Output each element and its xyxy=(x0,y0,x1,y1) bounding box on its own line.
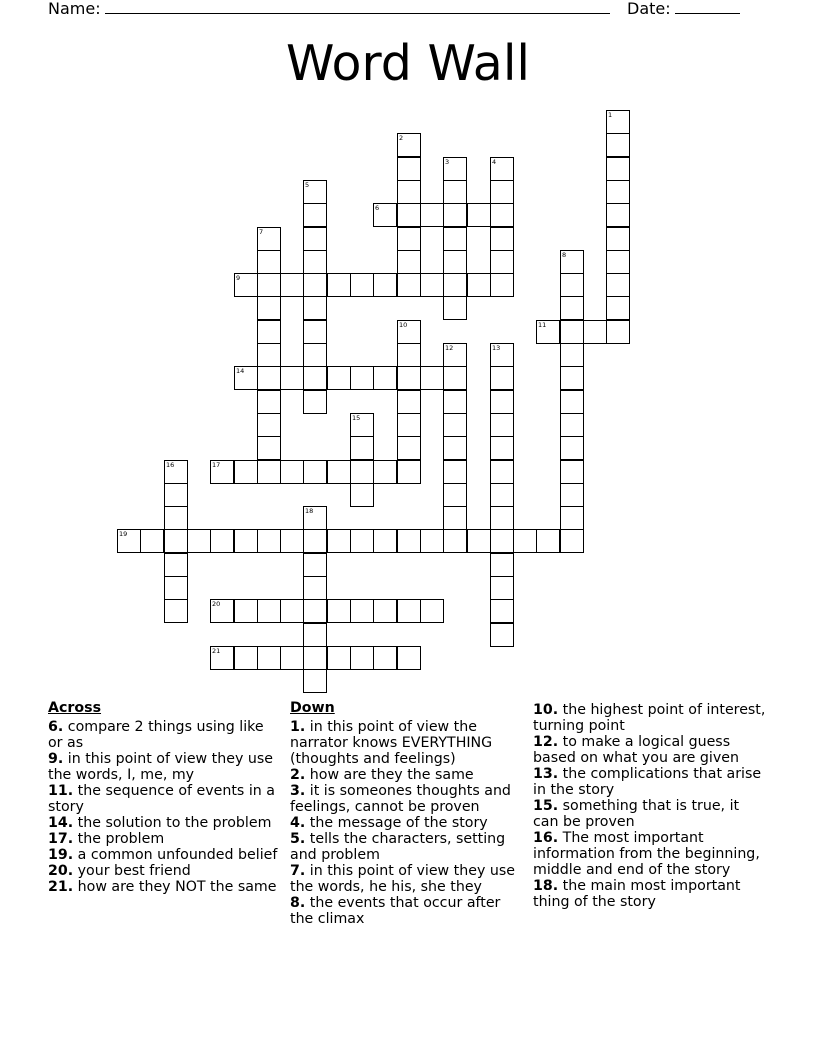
grid-cell[interactable] xyxy=(490,227,514,251)
grid-cell[interactable] xyxy=(327,599,351,623)
grid-cell[interactable] xyxy=(303,506,327,530)
grid-cell[interactable] xyxy=(234,460,258,484)
grid-cell[interactable] xyxy=(350,646,374,670)
grid-cell[interactable] xyxy=(303,203,327,227)
clue-number: 11 xyxy=(538,321,547,329)
date-label: Date: xyxy=(627,0,671,18)
grid-cell[interactable] xyxy=(397,180,421,204)
grid-cell[interactable] xyxy=(234,599,258,623)
down-clue xyxy=(290,895,522,927)
grid-cell[interactable] xyxy=(257,366,281,390)
grid-cell[interactable] xyxy=(490,203,514,227)
grid-cell[interactable] xyxy=(280,599,304,623)
grid-cell[interactable] xyxy=(397,366,421,390)
grid-cell[interactable] xyxy=(303,343,327,367)
grid-cell[interactable] xyxy=(536,529,560,553)
grid-cell[interactable] xyxy=(490,506,514,530)
grid-cell[interactable] xyxy=(513,529,537,553)
grid-cell[interactable] xyxy=(327,646,351,670)
grid-cell[interactable] xyxy=(560,529,584,553)
clue-number: 1. xyxy=(290,719,306,735)
grid-cell[interactable] xyxy=(606,203,630,227)
grid-cell[interactable] xyxy=(490,273,514,297)
down-heading: Down xyxy=(290,700,335,716)
clue-text: to make a logical guess based on what you are given xyxy=(533,734,739,766)
clue-text: the highest point of interest, turning point xyxy=(533,702,766,734)
grid-cell[interactable] xyxy=(420,273,444,297)
clue-text: your best friend xyxy=(73,863,191,879)
grid-cell[interactable] xyxy=(164,483,188,507)
grid-cell[interactable] xyxy=(303,366,327,390)
grid-cell[interactable] xyxy=(397,203,421,227)
grid-cell[interactable] xyxy=(443,343,467,367)
grid-cell[interactable] xyxy=(397,390,421,414)
puzzle-title: Word Wall xyxy=(285,35,531,92)
clue-number: 6 xyxy=(375,204,380,212)
grid-cell[interactable] xyxy=(234,646,258,670)
grid-cell[interactable] xyxy=(443,203,467,227)
grid-cell[interactable] xyxy=(443,436,467,460)
down-clues-col-1 xyxy=(290,700,522,927)
grid-cell[interactable] xyxy=(350,413,374,437)
grid-cell[interactable] xyxy=(303,576,327,600)
grid-cell[interactable] xyxy=(350,436,374,460)
clue-text: the events that occur after the climax xyxy=(290,895,501,927)
grid-cell[interactable] xyxy=(373,599,397,623)
grid-cell[interactable] xyxy=(373,460,397,484)
clue-number: 2 xyxy=(399,134,404,142)
grid-cell[interactable] xyxy=(490,390,514,414)
grid-cell[interactable] xyxy=(606,250,630,274)
grid-cell[interactable] xyxy=(560,273,584,297)
grid-cell[interactable] xyxy=(443,506,467,530)
clue-number: 1 xyxy=(608,111,613,119)
grid-cell[interactable] xyxy=(443,366,467,390)
grid-cell[interactable] xyxy=(303,460,327,484)
down-clue xyxy=(290,767,522,783)
clue-number: 3 xyxy=(445,158,450,166)
grid-cell[interactable] xyxy=(397,436,421,460)
grid-cell[interactable] xyxy=(164,460,188,484)
grid-cell[interactable] xyxy=(467,529,491,553)
grid-cell[interactable] xyxy=(606,273,630,297)
clue-text: something that is true, it can be proven xyxy=(533,798,740,830)
grid-cell[interactable] xyxy=(257,390,281,414)
grid-cell[interactable] xyxy=(397,460,421,484)
grid-cell[interactable] xyxy=(397,413,421,437)
grid-cell[interactable] xyxy=(327,529,351,553)
grid-cell[interactable] xyxy=(257,460,281,484)
down-clue xyxy=(533,878,768,910)
grid-cell[interactable] xyxy=(350,483,374,507)
clue-text: the message of the story xyxy=(305,815,488,831)
grid-cell[interactable] xyxy=(420,366,444,390)
grid-cell[interactable] xyxy=(164,576,188,600)
down-clue xyxy=(533,830,768,878)
grid-cell[interactable] xyxy=(490,157,514,181)
grid-cell[interactable] xyxy=(303,296,327,320)
grid-cell[interactable] xyxy=(560,390,584,414)
grid-cell[interactable] xyxy=(397,529,421,553)
grid-cell[interactable] xyxy=(257,413,281,437)
clue-number: 16. xyxy=(533,830,559,846)
grid-cell[interactable] xyxy=(490,576,514,600)
grid-cell[interactable] xyxy=(280,460,304,484)
grid-cell[interactable] xyxy=(397,133,421,157)
down-clue xyxy=(290,815,522,831)
grid-cell[interactable] xyxy=(210,599,234,623)
clue-number: 17. xyxy=(48,831,74,847)
grid-cell[interactable] xyxy=(420,599,444,623)
clue-text: the complications that arise in the story xyxy=(533,766,762,798)
grid-cell[interactable] xyxy=(490,343,514,367)
grid-cell[interactable] xyxy=(187,529,211,553)
grid-cell[interactable] xyxy=(373,273,397,297)
clue-number: 14 xyxy=(236,367,245,375)
clue-number: 17 xyxy=(212,461,221,469)
grid-cell[interactable] xyxy=(280,529,304,553)
grid-cell[interactable] xyxy=(373,646,397,670)
grid-cell[interactable] xyxy=(303,529,327,553)
clue-number: 4. xyxy=(290,815,306,831)
grid-cell[interactable] xyxy=(443,273,467,297)
grid-cell[interactable] xyxy=(164,529,188,553)
grid-cell[interactable] xyxy=(373,529,397,553)
clue-number: 7. xyxy=(290,863,306,879)
across-clue xyxy=(48,783,278,815)
grid-cell[interactable] xyxy=(560,460,584,484)
grid-cell[interactable] xyxy=(490,529,514,553)
clue-text: in this point of view the narrator knows EVERYTHING (thoughts and feelings) xyxy=(290,719,493,767)
grid-cell[interactable] xyxy=(210,460,234,484)
grid-cell[interactable] xyxy=(606,296,630,320)
grid-cell[interactable] xyxy=(280,273,304,297)
clue-number: 21 xyxy=(212,647,221,655)
grid-cell[interactable] xyxy=(234,366,258,390)
grid-cell[interactable] xyxy=(164,506,188,530)
grid-cell[interactable] xyxy=(257,599,281,623)
grid-cell[interactable] xyxy=(443,180,467,204)
clue-number: 12. xyxy=(533,734,559,750)
grid-cell[interactable] xyxy=(397,227,421,251)
clue-number: 19. xyxy=(48,847,74,863)
clue-number: 9. xyxy=(48,751,64,767)
grid-cell[interactable] xyxy=(490,460,514,484)
clue-number: 10. xyxy=(533,702,559,718)
grid-cell[interactable] xyxy=(303,180,327,204)
grid-cell[interactable] xyxy=(606,157,630,181)
grid-cell[interactable] xyxy=(210,529,234,553)
clue-text: compare 2 things using like or as xyxy=(48,719,264,751)
grid-cell[interactable] xyxy=(303,646,327,670)
grid-cell[interactable] xyxy=(303,553,327,577)
grid-cell[interactable] xyxy=(443,250,467,274)
down-clue xyxy=(533,766,768,798)
grid-cell[interactable] xyxy=(560,296,584,320)
grid-cell[interactable] xyxy=(257,296,281,320)
grid-cell[interactable] xyxy=(606,227,630,251)
grid-cell[interactable] xyxy=(257,529,281,553)
grid-cell[interactable] xyxy=(490,180,514,204)
clue-number: 6. xyxy=(48,719,64,735)
grid-cell[interactable] xyxy=(490,366,514,390)
grid-cell[interactable] xyxy=(303,669,327,693)
grid-cell[interactable] xyxy=(257,227,281,251)
grid-cell[interactable] xyxy=(560,413,584,437)
grid-cell[interactable] xyxy=(397,320,421,344)
grid-cell[interactable] xyxy=(443,296,467,320)
clue-number: 10 xyxy=(399,321,408,329)
across-clue xyxy=(48,751,278,783)
grid-cell[interactable] xyxy=(467,273,491,297)
grid-cell[interactable] xyxy=(490,483,514,507)
clue-text: a common unfounded belief xyxy=(73,847,278,863)
grid-cell[interactable] xyxy=(583,320,607,344)
clue-number: 4 xyxy=(492,158,497,166)
grid-cell[interactable] xyxy=(490,623,514,647)
grid-cell[interactable] xyxy=(490,553,514,577)
grid-cell[interactable] xyxy=(443,227,467,251)
grid-cell[interactable] xyxy=(350,366,374,390)
grid-cell[interactable] xyxy=(257,250,281,274)
grid-cell[interactable] xyxy=(397,343,421,367)
clue-number: 19 xyxy=(119,530,128,538)
clue-number: 13 xyxy=(492,344,501,352)
down-clue xyxy=(533,798,768,830)
grid-cell[interactable] xyxy=(257,646,281,670)
grid-cell[interactable] xyxy=(350,529,374,553)
grid-cell[interactable] xyxy=(606,133,630,157)
grid-cell[interactable] xyxy=(350,460,374,484)
across-clue xyxy=(48,815,278,831)
grid-cell[interactable] xyxy=(397,646,421,670)
grid-cell[interactable] xyxy=(606,180,630,204)
clue-text: the problem xyxy=(73,831,165,847)
clue-number: 2. xyxy=(290,767,306,783)
across-clues xyxy=(48,700,278,895)
grid-cell[interactable] xyxy=(303,227,327,251)
across-clue xyxy=(48,831,278,847)
clue-number: 18 xyxy=(305,507,314,515)
across-clue xyxy=(48,863,278,879)
clue-number: 3. xyxy=(290,783,306,799)
grid-cell[interactable] xyxy=(490,250,514,274)
grid-cell[interactable] xyxy=(234,273,258,297)
grid-cell[interactable] xyxy=(257,343,281,367)
across-clue xyxy=(48,847,278,863)
grid-cell[interactable] xyxy=(560,343,584,367)
grid-cell[interactable] xyxy=(443,157,467,181)
grid-cell[interactable] xyxy=(397,273,421,297)
grid-cell[interactable] xyxy=(350,599,374,623)
clue-text: the solution to the problem xyxy=(73,815,272,831)
clue-number: 13. xyxy=(533,766,559,782)
grid-cell[interactable] xyxy=(443,390,467,414)
grid-cell[interactable] xyxy=(327,366,351,390)
clue-number: 9 xyxy=(236,274,241,282)
across-heading: Across xyxy=(48,700,102,716)
grid-cell[interactable] xyxy=(606,110,630,134)
grid-cell[interactable] xyxy=(560,436,584,460)
grid-cell[interactable] xyxy=(606,320,630,344)
clue-text: the sequence of events in a story xyxy=(48,783,275,815)
across-clue xyxy=(48,719,278,751)
clue-number: 8 xyxy=(562,251,567,259)
grid-cell[interactable] xyxy=(560,506,584,530)
clue-text: how are they NOT the same xyxy=(73,879,277,895)
grid-cell[interactable] xyxy=(467,203,491,227)
clue-text: The most important information from the beginning, middle and end of the story xyxy=(533,830,760,878)
grid-cell[interactable] xyxy=(560,483,584,507)
clue-number: 12 xyxy=(445,344,454,352)
name-label: Name: xyxy=(48,0,101,18)
down-clue xyxy=(290,863,522,895)
grid-cell[interactable] xyxy=(117,529,141,553)
grid-cell[interactable] xyxy=(164,599,188,623)
grid-cell[interactable] xyxy=(443,483,467,507)
grid-cell[interactable] xyxy=(560,250,584,274)
across-clue xyxy=(48,879,278,895)
grid-cell[interactable] xyxy=(140,529,164,553)
clue-number: 20 xyxy=(212,600,221,608)
clue-number: 5 xyxy=(305,181,310,189)
grid-cell[interactable] xyxy=(420,203,444,227)
grid-cell[interactable] xyxy=(373,203,397,227)
down-clue xyxy=(533,702,768,734)
grid-cell[interactable] xyxy=(443,413,467,437)
down-clue xyxy=(290,783,522,815)
grid-cell[interactable] xyxy=(303,390,327,414)
clue-number: 16 xyxy=(166,461,175,469)
clue-text: the main most important thing of the story xyxy=(533,878,741,910)
grid-cell[interactable] xyxy=(560,320,584,344)
grid-cell[interactable] xyxy=(420,529,444,553)
grid-cell[interactable] xyxy=(257,273,281,297)
grid-cell[interactable] xyxy=(257,436,281,460)
grid-cell[interactable] xyxy=(303,599,327,623)
grid-cell[interactable] xyxy=(490,413,514,437)
clue-number: 5. xyxy=(290,831,306,847)
down-clue xyxy=(290,831,522,863)
grid-cell[interactable] xyxy=(397,250,421,274)
clue-number: 11. xyxy=(48,783,74,799)
clue-number: 20. xyxy=(48,863,74,879)
grid-cell[interactable] xyxy=(536,320,560,344)
clue-text: in this point of view they use the words, he his, she they xyxy=(290,863,515,895)
clue-text: tells the characters, setting and problem xyxy=(290,831,506,863)
grid-cell[interactable] xyxy=(490,436,514,460)
grid-cell[interactable] xyxy=(327,460,351,484)
grid-cell[interactable] xyxy=(397,157,421,181)
grid-cell[interactable] xyxy=(373,366,397,390)
down-clue xyxy=(290,719,522,767)
grid-cell[interactable] xyxy=(327,273,351,297)
clue-number: 15 xyxy=(352,414,361,422)
grid-cell[interactable] xyxy=(350,273,374,297)
grid-cell[interactable] xyxy=(303,320,327,344)
clue-number: 18. xyxy=(533,878,559,894)
grid-cell[interactable] xyxy=(280,366,304,390)
grid-cell[interactable] xyxy=(443,460,467,484)
clue-text: how are they the same xyxy=(305,767,474,783)
grid-cell[interactable] xyxy=(303,250,327,274)
grid-cell[interactable] xyxy=(210,646,234,670)
down-clues-col-2 xyxy=(533,702,768,910)
grid-cell[interactable] xyxy=(234,529,258,553)
down-clue xyxy=(533,734,768,766)
grid-cell[interactable] xyxy=(560,366,584,390)
grid-cell[interactable] xyxy=(303,623,327,647)
clue-number: 21. xyxy=(48,879,74,895)
clue-number: 14. xyxy=(48,815,74,831)
grid-cell[interactable] xyxy=(443,529,467,553)
grid-cell[interactable] xyxy=(280,646,304,670)
grid-cell[interactable] xyxy=(257,320,281,344)
clue-text: in this point of view they use the words, I, me, my xyxy=(48,751,273,783)
clue-text: it is someones thoughts and feelings, cannot be proven xyxy=(290,783,511,815)
grid-cell[interactable] xyxy=(164,553,188,577)
grid-cell[interactable] xyxy=(303,273,327,297)
clue-number: 7 xyxy=(259,228,264,236)
clue-number: 8. xyxy=(290,895,306,911)
grid-cell[interactable] xyxy=(490,599,514,623)
grid-cell[interactable] xyxy=(397,599,421,623)
clue-number: 15. xyxy=(533,798,559,814)
